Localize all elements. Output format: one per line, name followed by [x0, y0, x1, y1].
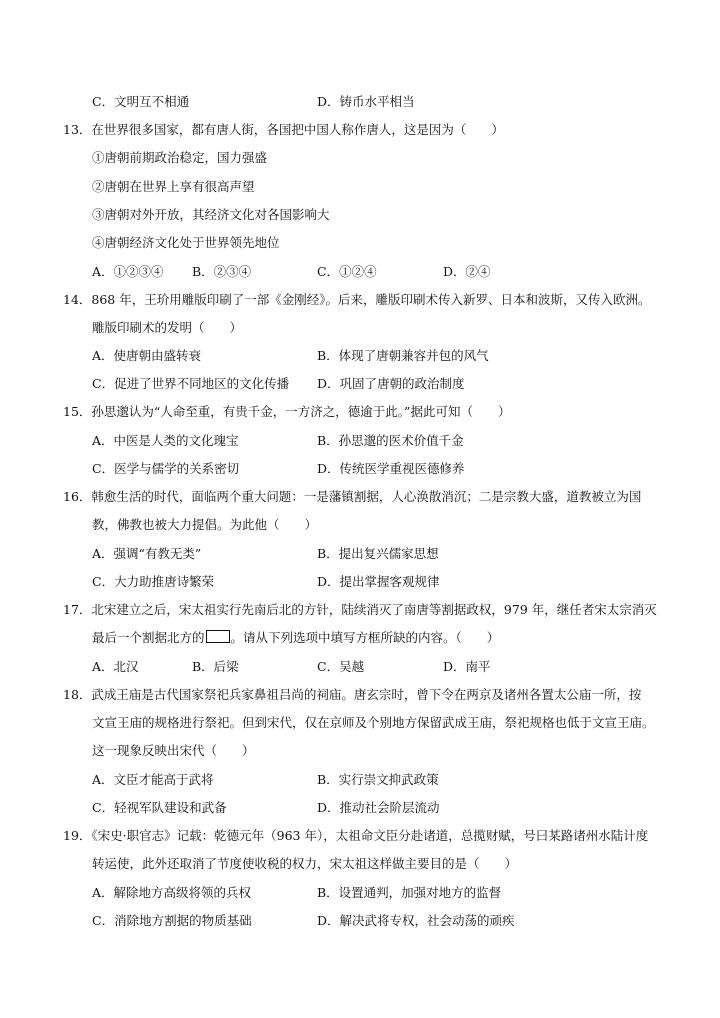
q18-stem-line2: 文宣王庙的规格进行祭祀。但到宋代，仅在京师及个别地方保留武成王庙，祭祀规格也低于文宣王庙。	[92, 715, 655, 730]
q16-stem-line1: 16．韩愈生活的时代，面临两个重大问题：一是藩镇割据，人心涣散消沉；二是宗教大盛，道教被立为国	[63, 489, 642, 504]
q17-stem-line2-after: 。请从下列选项中填写方框所缺的内容。（ ）	[230, 630, 500, 645]
q19-stem-line1: 19．《宋史·职官志》记载：乾德元年（963 年），太祖命文臣分赴诸道，总揽财赋，号曰某路诸州水陆计度	[63, 828, 649, 843]
q14-option-b[interactable]: B．体现了唐朝兼容并包的风气	[317, 348, 489, 363]
q13-option-d[interactable]: D．②④	[443, 264, 491, 279]
q18-option-d[interactable]: D．推动社会阶层流动	[317, 800, 440, 815]
q16-option-d[interactable]: D．提出掌握客观规律	[317, 574, 440, 589]
q14-option-d[interactable]: D．巩固了唐朝的政治制度	[317, 376, 465, 391]
q13-item-3: ③唐朝对外开放，其经济文化对各国影响大	[92, 207, 330, 222]
q13-option-b[interactable]: B．②③④	[192, 264, 252, 279]
q15-stem: 15．孙思邈认为“人命至重，有贵千金，一方济之，德逾于此。”据此可知（ ）	[63, 404, 511, 419]
q13-item-4: ④唐朝经济文化处于世界领先地位	[92, 235, 280, 250]
q17-option-d[interactable]: D．南平	[443, 659, 491, 674]
q12-option-d[interactable]: D．铸币水平相当	[317, 94, 415, 109]
q14-option-a[interactable]: A．使唐朝由盛转衰	[92, 348, 202, 363]
q13-option-a[interactable]: A．①②③④	[92, 264, 164, 279]
q15-option-a[interactable]: A．中医是人类的文化瑰宝	[92, 433, 239, 448]
answer-blank-box	[206, 630, 230, 643]
q19-option-c[interactable]: C．消除地方割据的物质基础	[92, 913, 252, 928]
q18-option-a[interactable]: A．文臣才能高于武将	[92, 772, 214, 787]
q13-item-1: ①唐朝前期政治稳定，国力强盛	[92, 150, 268, 165]
q18-stem-line3: 这一现象反映出宋代（ ）	[92, 743, 255, 758]
q19-option-a[interactable]: A．解除地方高级将领的兵权	[92, 885, 252, 900]
q13-option-c[interactable]: C．①②④	[317, 264, 377, 279]
q14-option-c[interactable]: C．促进了世界不同地区的文化传播	[92, 376, 290, 391]
q15-option-b[interactable]: B．孙思邈的医术价值千金	[317, 433, 464, 448]
q14-stem-line2: 雕版印刷术的发明（ ）	[92, 320, 243, 335]
q16-stem-line2: 教，佛教也被大力提倡。为此他（ ）	[92, 517, 318, 532]
q13-stem: 13．在世界很多国家，都有唐人街，各国把中国人称作唐人，这是因为（ ）	[63, 122, 504, 137]
q18-stem-line1: 18．武成王庙是古代国家祭祀兵家鼻祖吕尚的祠庙。唐玄宗时，曾下令在两京及诸州各置太公庙一所，按	[63, 687, 642, 702]
q18-option-c[interactable]: C．轻视军队建设和武备	[92, 800, 227, 815]
q15-option-d[interactable]: D．传统医学重视医德修养	[317, 461, 465, 476]
q17-stem-line1: 17．北宋建立之后，宋太祖实行先南后北的方针，陆续消灭了南唐等割据政权，979 年，继任者宋太宗消灭	[63, 602, 657, 617]
q14-stem-line1: 14．868 年，王玠用雕版印刷了一部《金刚经》。后来，雕版印刷术传入新罗、日本和波斯，又传入欧洲。	[63, 292, 651, 307]
q17-stem-line2-before: 最后一个割据北方的	[92, 630, 205, 645]
q16-option-b[interactable]: B．提出复兴儒家思想	[317, 546, 439, 561]
q18-option-b[interactable]: B．实行崇文抑武政策	[317, 772, 439, 787]
q17-stem-line2	[92, 630, 499, 646]
q12-option-c[interactable]: C．文明互不相通	[92, 94, 190, 109]
q17-option-b[interactable]: B．后梁	[192, 659, 239, 674]
q13-item-2: ②唐朝在世界上享有很高声望	[92, 179, 255, 194]
q19-option-d[interactable]: D．解决武将专权，社会动荡的顽疾	[317, 913, 515, 928]
q17-option-a[interactable]: A．北汉	[92, 659, 139, 674]
q17-option-c[interactable]: C．吴越	[317, 659, 365, 674]
q16-option-c[interactable]: C．大力助推唐诗繁荣	[92, 574, 215, 589]
q15-option-c[interactable]: C．医学与儒学的关系密切	[92, 461, 240, 476]
q19-option-b[interactable]: B．设置通判，加强对地方的监督	[317, 885, 502, 900]
q19-stem-line2: 转运使，此外还取消了节度使收税的权力，宋太祖这样做主要目的是（ ）	[92, 856, 518, 871]
q16-option-a[interactable]: A．强调“有教无类”	[92, 546, 202, 561]
